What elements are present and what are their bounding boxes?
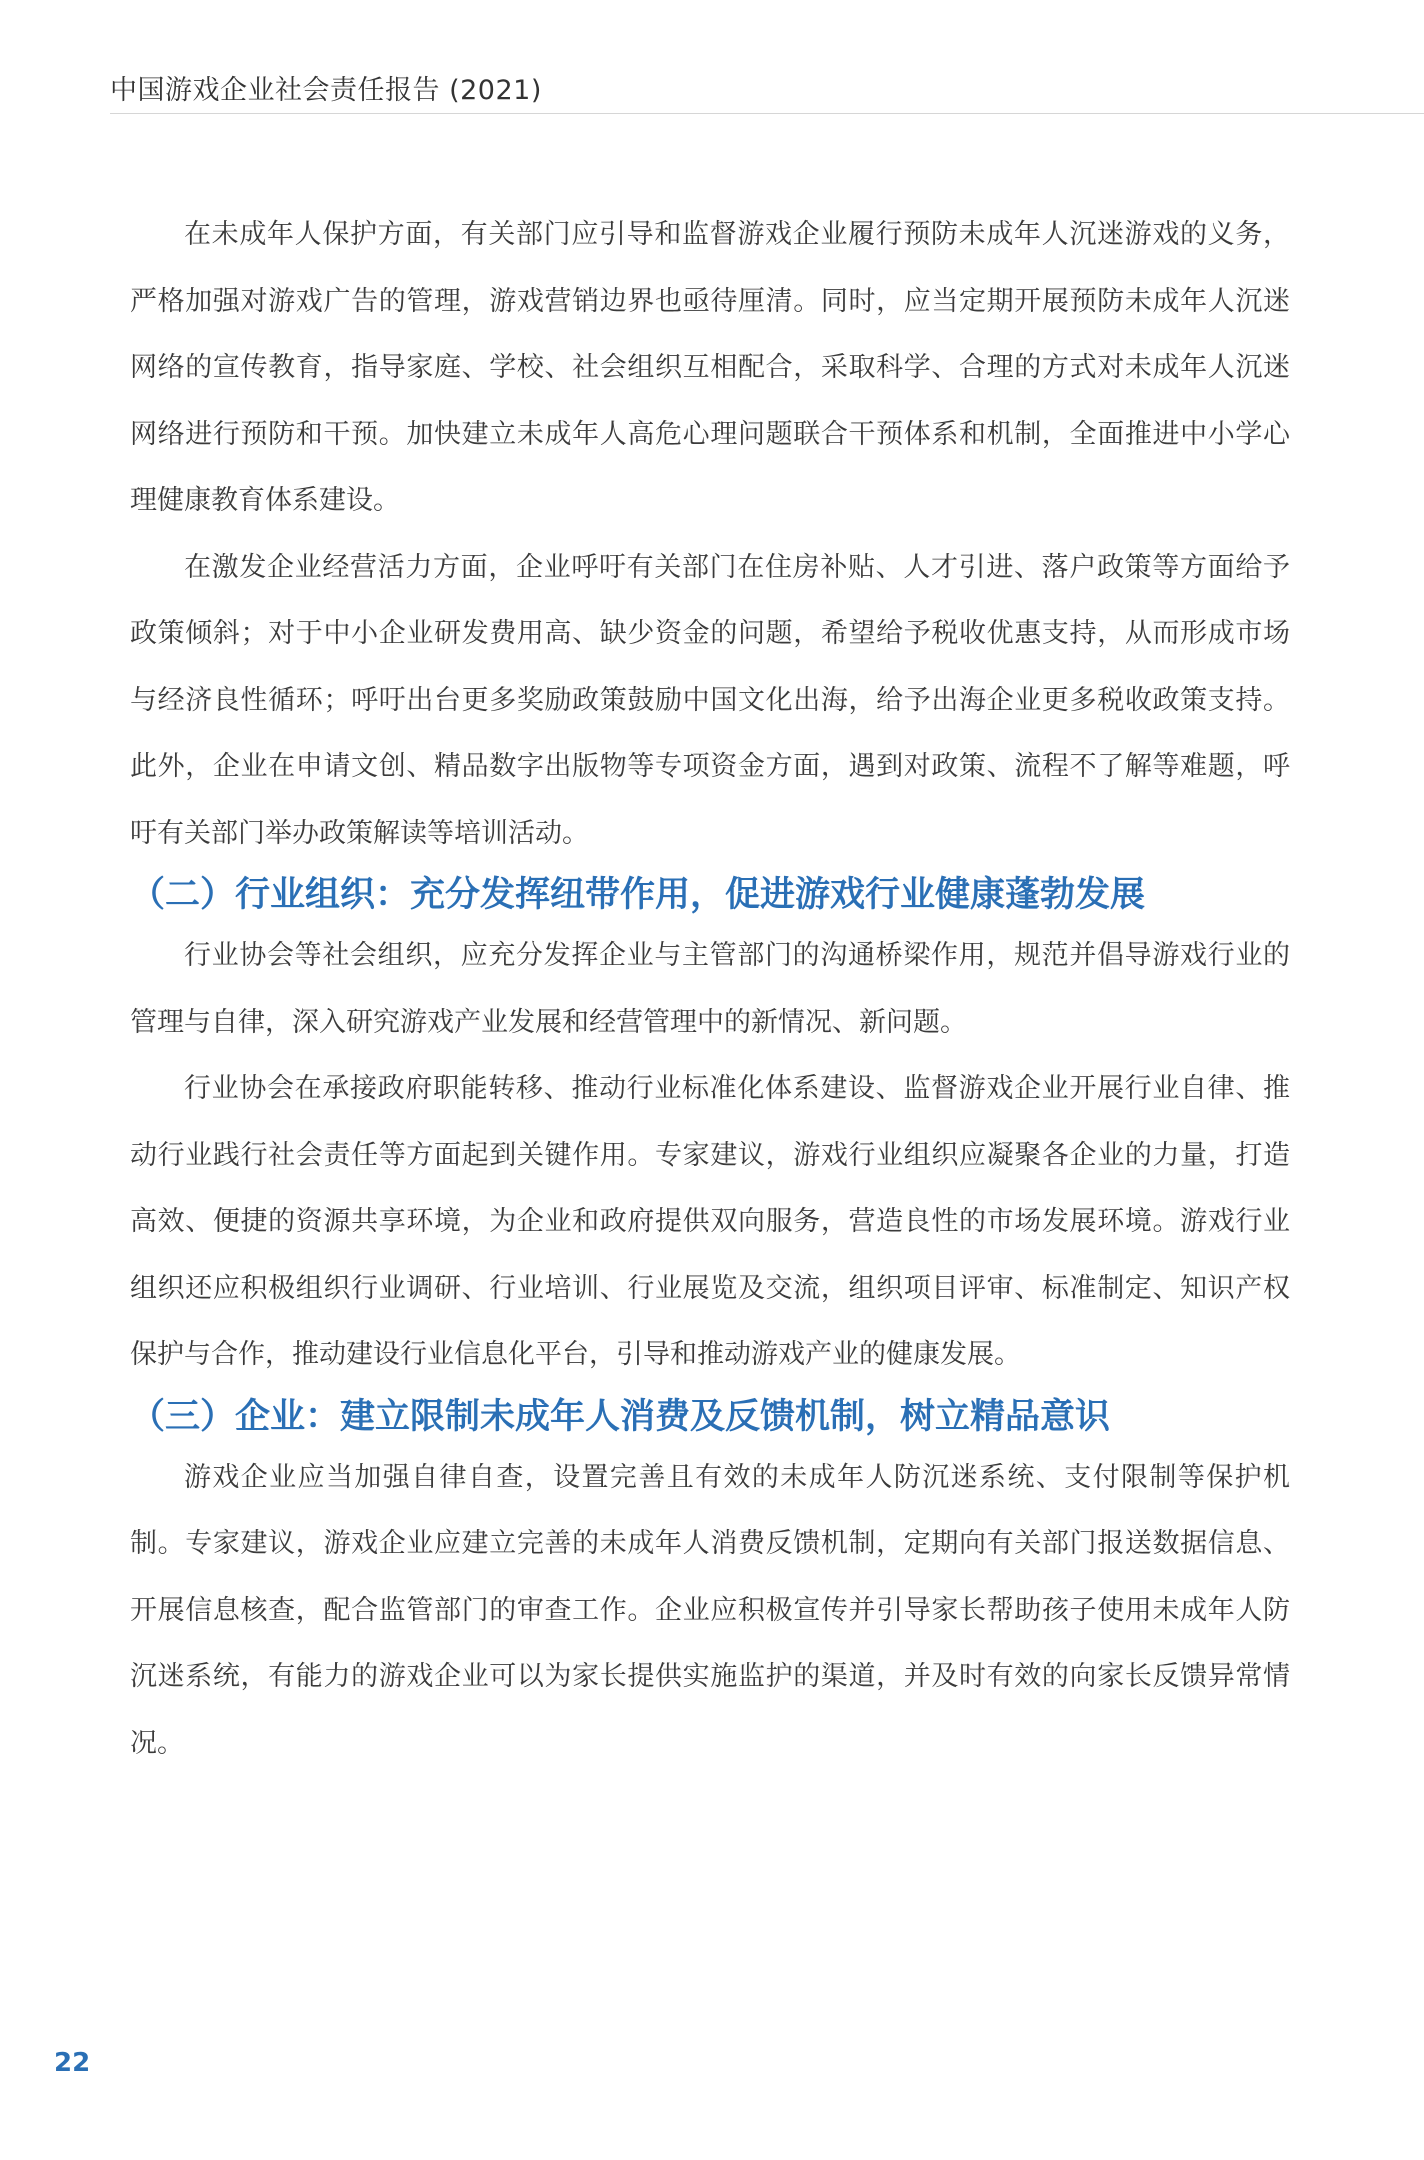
- paragraph-business-vitality: 在激发企业经营活力方面，企业呼吁有关部门在住房补贴、人才引进、落户政策等方面给予政策倾斜；对于中小企业研发费用高、缺少资金的问题，希望给予税收优惠支持，从而形成市场与经济良性循环；呼吁出台更多奖励政策鼓励中国文化出海，给予出海企业更多税收政策支持。此外，企业在申请文创、精品数字出版物等专项资金方面，遇到对政策、流程不了解等难题，呼吁有关部门举办政策解读等培训活动。: [130, 551, 1290, 849]
- page-body: [130, 202, 1290, 1777]
- header-divider: [110, 113, 1424, 114]
- paragraph-industry-association-functions: 行业协会在承接政府职能转移、推动行业标准化体系建设、监督游戏企业开展行业自律、推动行业践行社会责任等方面起到关键作用。专家建议，游戏行业组织应凝聚各企业的力量，打造高效、便捷的资源共享环境，为企业和政府提供双向服务，营造良性的市场发展环境。游戏行业组织还应积极组织行业调研、行业培训、行业展览及交流，组织项目评审、标准制定、知识产权保护与合作，推动建设行业信息化平台，引导和推动游戏产业的健康发展。: [130, 1073, 1290, 1370]
- paragraph-industry-association-role: 行业协会等社会组织，应充分发挥企业与主管部门的沟通桥梁作用，规范并倡导游戏行业的管理与自律，深入研究游戏产业发展和经营管理中的新情况、新问题。: [130, 940, 1290, 1038]
- page-number: 22: [54, 2048, 91, 2078]
- paragraph-minor-protection: 在未成年人保护方面，有关部门应引导和监督游戏企业履行预防未成年人沉迷游戏的义务，严格加强对游戏广告的管理，游戏营销边界也亟待厘清。同时，应当定期开展预防未成年人沉迷网络的宣传教育，指导家庭、学校、社会组织互相配合，采取科学、合理的方式对未成年人沉迷网络进行预防和干预。加快建立未成年人高危心理问题联合干预体系和机制，全面推进中小学心理健康教育体系建设。: [130, 219, 1290, 516]
- section-heading-enterprises: （三）企业：建立限制未成年人消费及反馈机制，树立精品意识: [130, 1395, 1111, 1437]
- paragraph-enterprise-self-discipline: 游戏企业应当加强自律自查，设置完善且有效的未成年人防沉迷系统、支付限制等保护机制。专家建议，游戏企业应建立完善的未成年人消费反馈机制，定期向有关部门报送数据信息、开展信息核查，配合监管部门的审查工作。企业应积极宣传并引导家长帮助孩子使用未成年人防沉迷系统，有能力的游戏企业可以为家长提供实施监护的渠道，并及时有效的向家长反馈异常情况。: [130, 1461, 1290, 1759]
- report-header-title: 中国游戏企业社会责任报告 (2021): [110, 75, 542, 106]
- section-heading-industry-organizations: （二）行业组织：充分发挥纽带作用，促进游戏行业健康蓬勃发展: [130, 874, 1146, 915]
